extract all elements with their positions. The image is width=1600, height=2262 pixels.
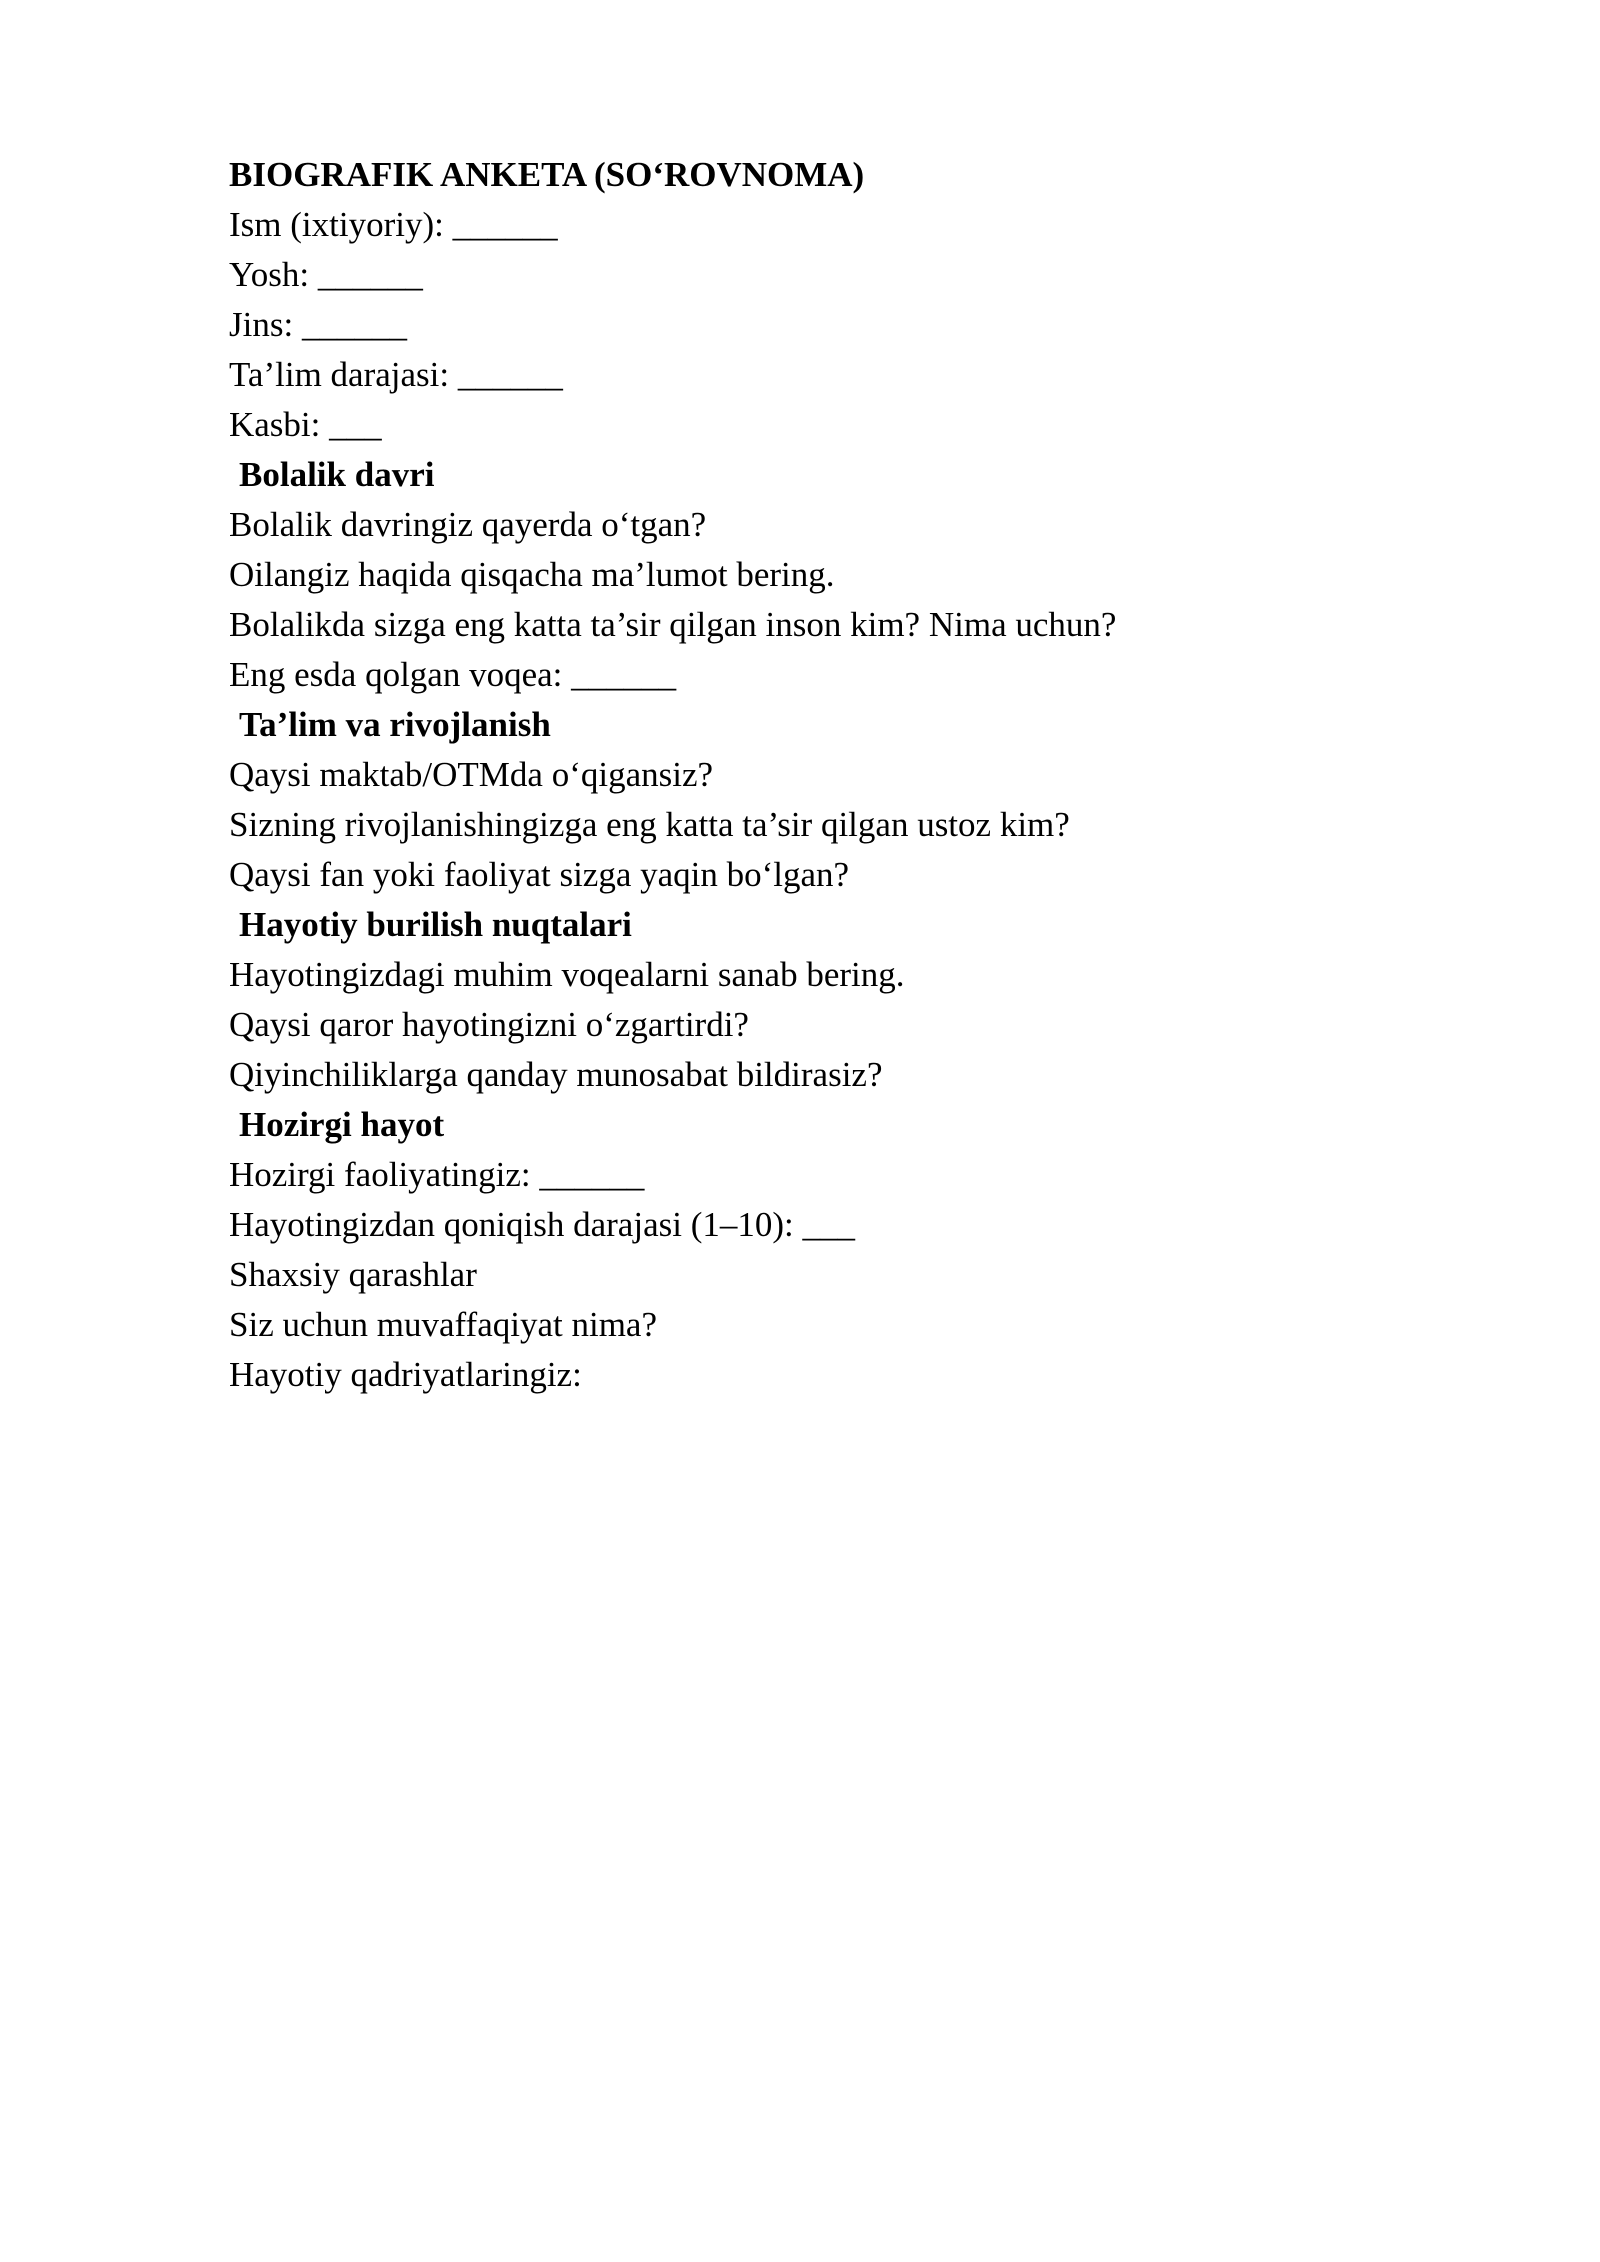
question-item: Bolalikda sizga eng katta ta’sir qilgan inson kim? Nima uchun? xyxy=(229,605,1117,644)
question-item: Eng esda qolgan voqea: ______ xyxy=(229,655,677,694)
question-item: Hayotingizdan qoniqish darajasi (1–10): ___ xyxy=(229,1205,855,1244)
question-item: Oilangiz haqida qisqacha ma’lumot bering. xyxy=(229,555,835,594)
section-heading-current-life: Hozirgi hayot xyxy=(239,1105,445,1144)
question-item: Qiyinchiliklarga qanday munosabat bildirasiz? xyxy=(229,1055,883,1094)
section-heading-childhood: Bolalik davri xyxy=(239,455,435,494)
question-item: Hayotingizdagi muhim voqealarni sanab bering. xyxy=(229,955,905,994)
field-name: Ism (ixtiyoriy): ______ xyxy=(229,205,558,244)
question-item: Qaysi qaror hayotingizni o‘zgartirdi? xyxy=(229,1005,749,1044)
document-title: BIOGRAFIK ANKETA (SO‘ROVNOMA) xyxy=(229,155,865,194)
field-gender: Jins: ______ xyxy=(229,305,407,344)
question-item: Qaysi fan yoki faoliyat sizga yaqin bo‘lgan? xyxy=(229,855,850,894)
question-item: Sizning rivojlanishingizga eng katta ta’sir qilgan ustoz kim? xyxy=(229,805,1070,844)
question-item: Qaysi maktab/OTMda o‘qigansiz? xyxy=(229,755,714,794)
question-item: Bolalik davringiz qayerda o‘tgan? xyxy=(229,505,707,544)
questionnaire-body xyxy=(229,150,1429,1400)
question-item: Hayotiy qadriyatlaringiz: xyxy=(229,1355,582,1394)
field-age: Yosh: ______ xyxy=(229,255,423,294)
question-item: Shaxsiy qarashlar xyxy=(229,1255,477,1294)
field-education-level: Ta’lim darajasi: ______ xyxy=(229,355,563,394)
section-heading-education: Ta’lim va rivojlanish xyxy=(239,705,551,744)
question-item: Siz uchun muvaffaqiyat nima? xyxy=(229,1305,657,1344)
field-profession: Kasbi: ___ xyxy=(229,405,382,444)
section-heading-turning-points: Hayotiy burilish nuqtalari xyxy=(239,905,632,944)
question-item: Hozirgi faoliyatingiz: ______ xyxy=(229,1155,645,1194)
